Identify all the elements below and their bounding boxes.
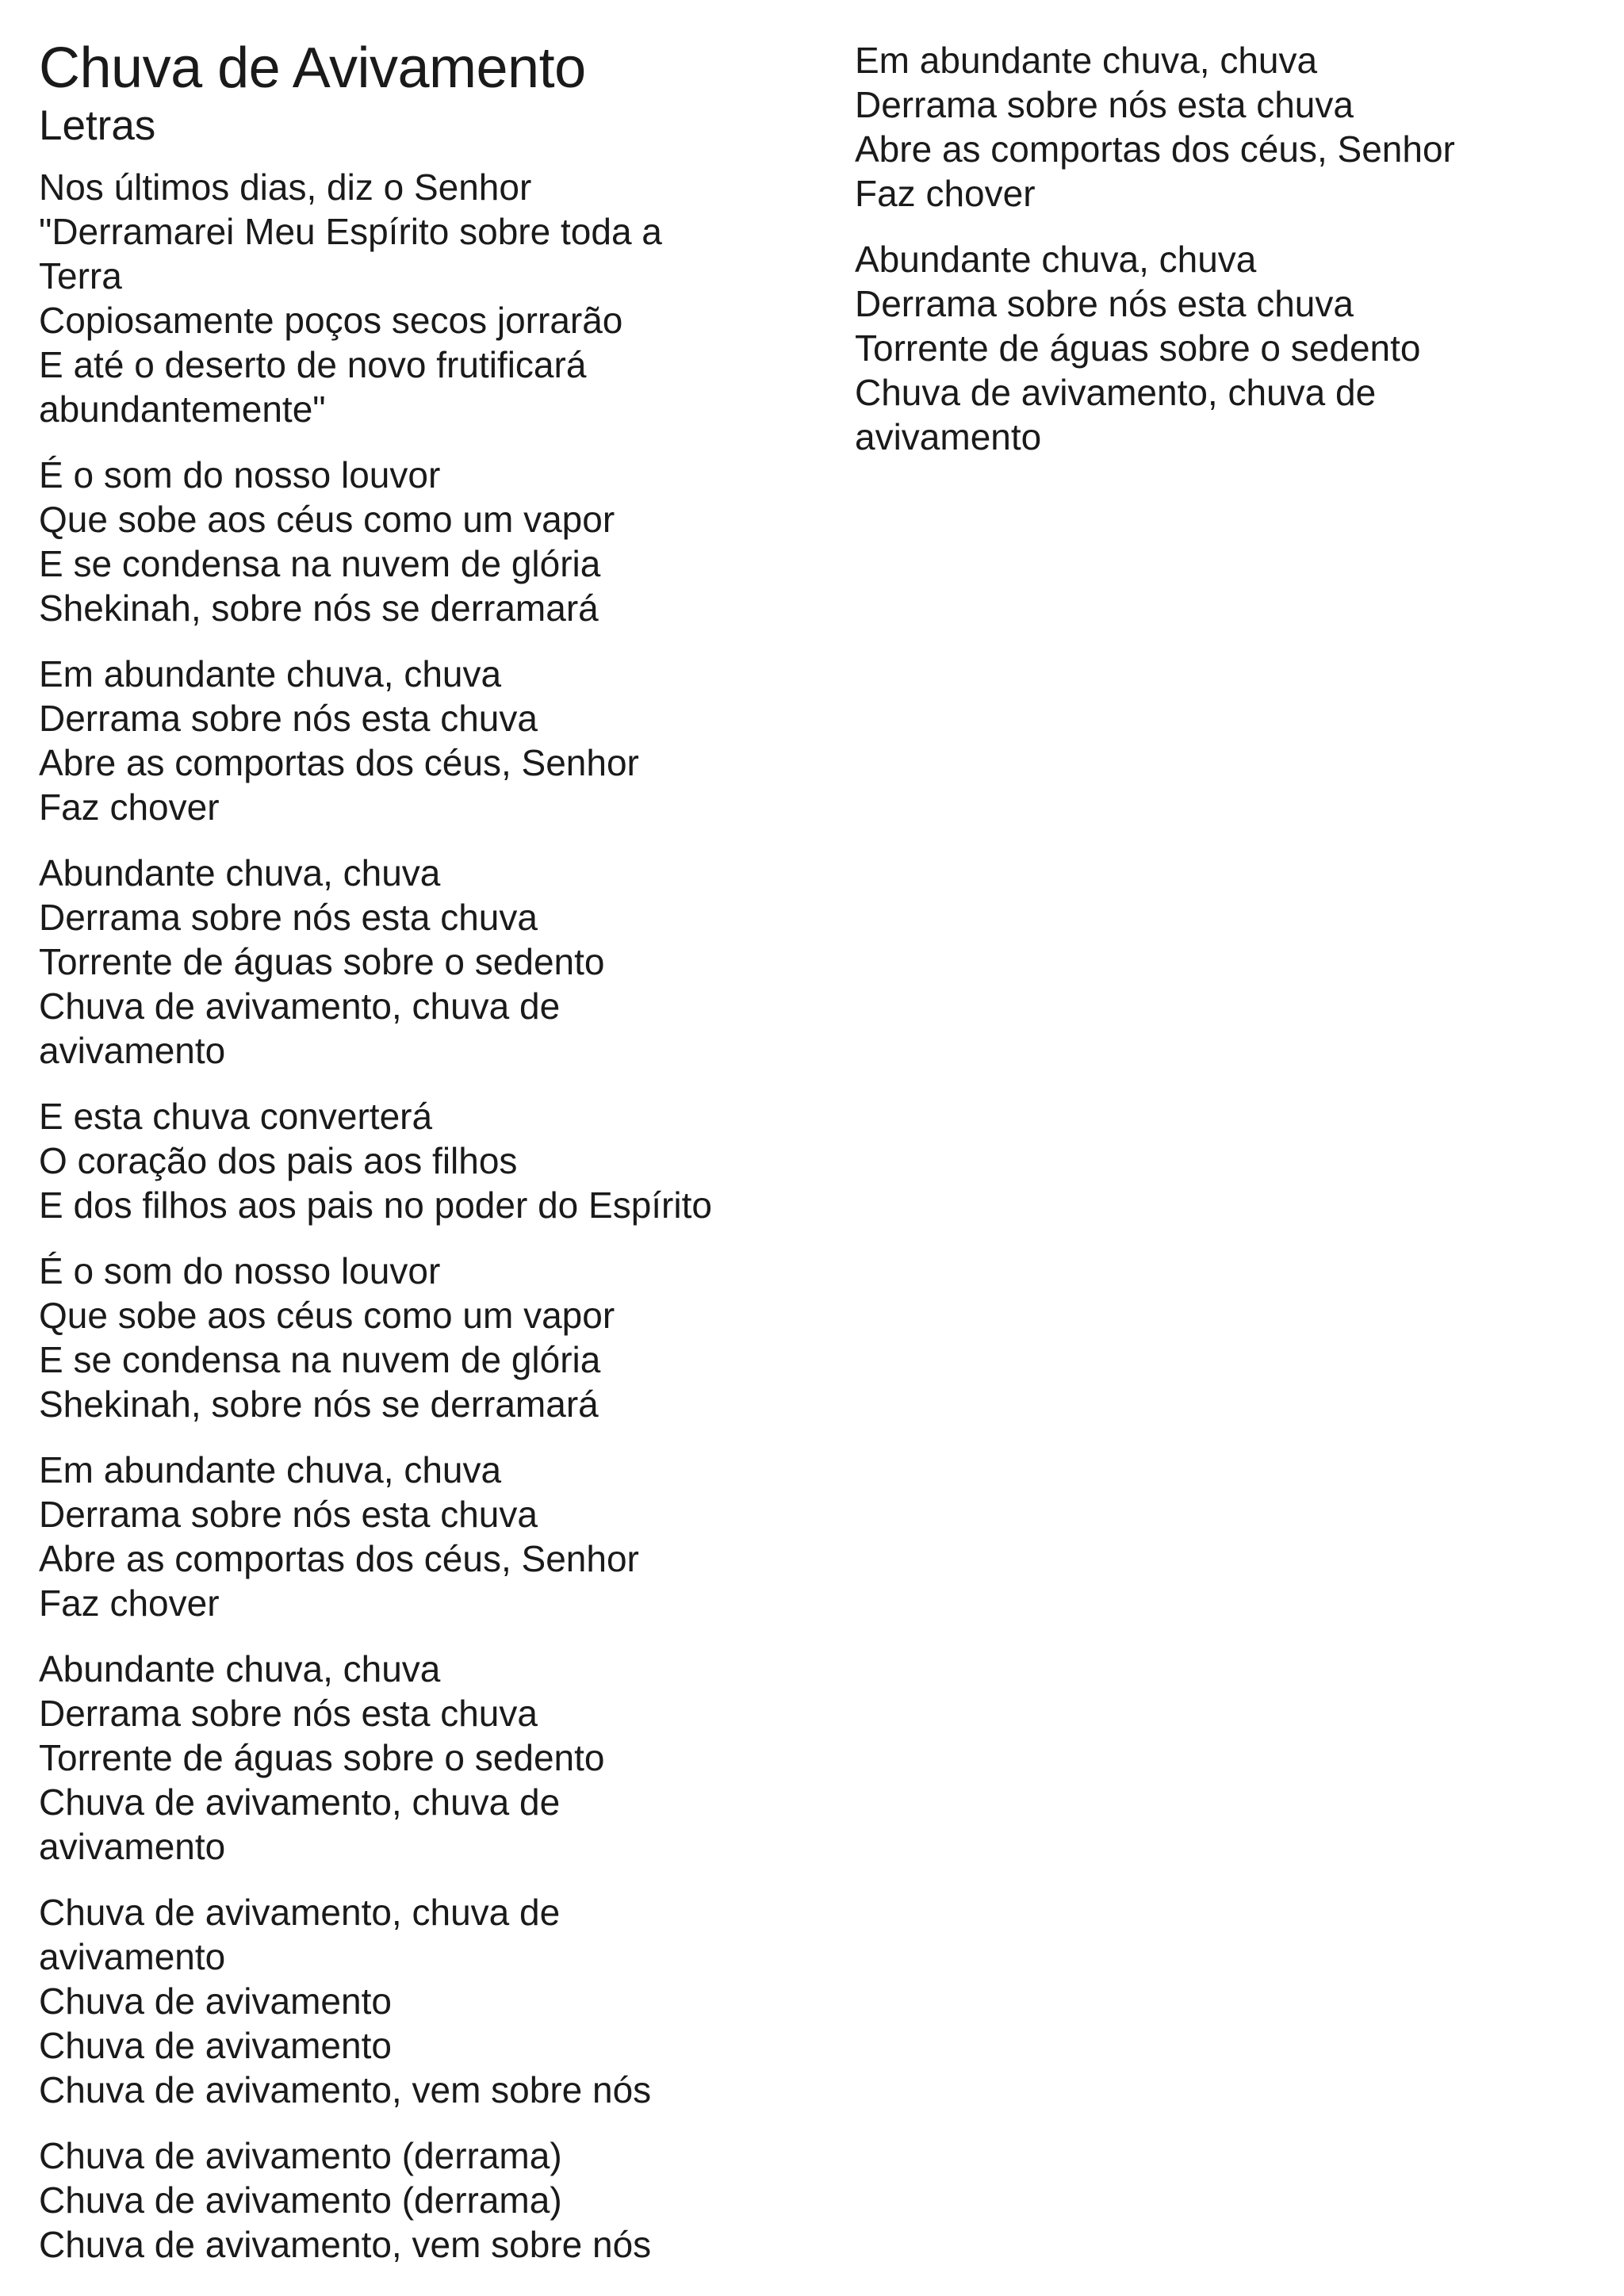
stanza [39,1094,792,1227]
stanza [39,652,792,829]
lyric-line: Abre as comportas dos céus, Senhor [855,128,1455,170]
stanza [39,1647,792,1869]
stanza [39,851,792,1073]
lyric-line: Shekinah, sobre nós se derramará [39,587,599,629]
lyric-line: avivamento [39,1936,226,1977]
lyric-line: Chuva de avivamento (derrama) [39,2135,562,2176]
lyric-line: Nos últimos dias, diz o Senhor [39,166,532,208]
lyric-line: Chuva de avivamento, vem sobre nós [39,2224,652,2265]
lyric-line: Derrama sobre nós esta chuva [39,897,538,938]
lyric-line: E dos filhos aos pais no poder do Espírito [39,1184,712,1226]
lyric-line: Terra [39,255,122,297]
lyric-line: E até o deserto de novo frutificará [39,344,587,385]
lyric-line: Derrama sobre nós esta chuva [39,1494,538,1535]
lyric-line: Shekinah, sobre nós se derramará [39,1383,599,1425]
lyric-line: E se condensa na nuvem de glória [39,543,601,584]
lyric-line: Chuva de avivamento, chuva de [39,1781,561,1823]
lyric-line: Faz chover [39,1582,220,1624]
lyric-line: Abundante chuva, chuva [39,852,441,894]
lyric-line: "Derramarei Meu Espírito sobre toda a [39,211,662,252]
stanza [39,2133,792,2267]
lyric-line: Torrente de águas sobre o sedento [39,941,605,982]
lyric-line: Faz chover [39,786,220,828]
lyric-line: Chuva de avivamento, chuva de [855,372,1377,413]
left-column [39,35,792,2288]
stanza [39,1890,792,2112]
stanza [39,1448,792,1625]
lyric-line: E esta chuva converterá [39,1096,433,1137]
lyric-line: Em abundante chuva, chuva [39,1449,502,1490]
lyric-line: O coração dos pais aos filhos [39,1140,518,1181]
lyric-line: Torrente de águas sobre o sedento [39,1737,605,1778]
stanza [39,165,792,431]
song-title: Chuva de Avivamento [39,36,586,100]
lyric-line: Derrama sobre nós esta chuva [855,283,1354,324]
stanza [855,38,1608,216]
right-column [855,38,1608,480]
lyric-line: Chuva de avivamento, vem sobre nós [39,2069,652,2110]
lyric-line: Derrama sobre nós esta chuva [39,698,538,739]
song-subtitle: Letras [39,102,156,149]
lyric-line: avivamento [855,416,1042,457]
lyric-line: Chuva de avivamento [39,1980,392,2022]
lyric-line: Torrente de águas sobre o sedento [855,327,1421,369]
stanza [855,237,1608,459]
lyric-line: Abundante chuva, chuva [855,239,1257,280]
lyric-line: Chuva de avivamento, chuva de [39,1892,561,1933]
lyric-line: Chuva de avivamento [39,2025,392,2066]
lyric-line: É o som do nosso louvor [39,1250,441,1292]
stanza [39,453,792,630]
lyric-line: Derrama sobre nós esta chuva [39,1693,538,1734]
lyric-line: Que sobe aos céus como um vapor [39,499,615,540]
lyric-line: Chuva de avivamento, chuva de [39,985,561,1027]
lyric-line: É o som do nosso louvor [39,454,441,496]
lyric-line: avivamento [39,1030,226,1071]
lyric-line: avivamento [39,1826,226,1867]
left-lyrics [39,165,792,2267]
lyric-line: Copiosamente poços secos jorrarão [39,300,623,341]
lyric-line: Em abundante chuva, chuva [39,653,502,695]
lyric-line: Abre as comportas dos céus, Senhor [39,1538,639,1579]
stanza [39,1249,792,1426]
lyric-line: Derrama sobre nós esta chuva [855,84,1354,125]
right-lyrics [855,38,1608,459]
lyric-line: Abundante chuva, chuva [39,1648,441,1689]
lyric-line: E se condensa na nuvem de glória [39,1339,601,1380]
lyric-line: Abre as comportas dos céus, Senhor [39,742,639,783]
lyric-line: Que sobe aos céus como um vapor [39,1295,615,1336]
lyric-line: Faz chover [855,173,1036,214]
lyric-line: Em abundante chuva, chuva [855,40,1318,81]
lyric-line: abundantemente" [39,388,326,430]
lyric-line: Chuva de avivamento (derrama) [39,2179,562,2221]
